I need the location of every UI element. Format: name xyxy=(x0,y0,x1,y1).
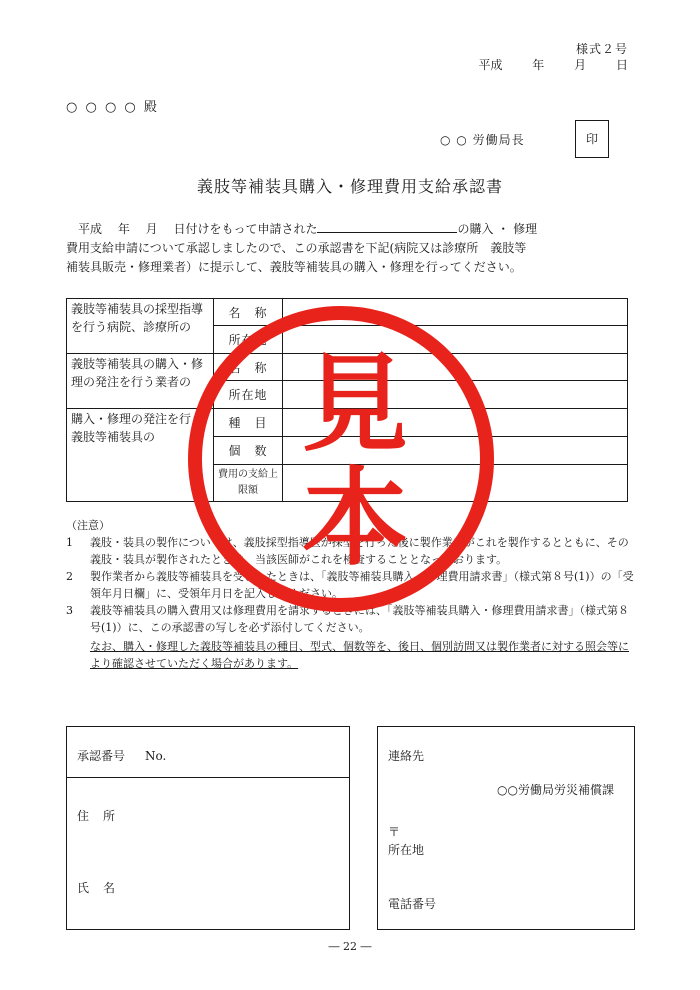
seal-box: 印 xyxy=(575,120,609,158)
intro-line1-b: の購入 ・ 修理 xyxy=(457,222,538,236)
date-year: 年 xyxy=(532,58,545,72)
notes-closing: なお、購入・修理した義肢等補装具の種目、型式、個数等を、後日、個別訪問又は製作業者に対する照会等により確認させていただく場合があります。 xyxy=(90,640,629,670)
date-day: 日 xyxy=(615,58,628,72)
approval-number-prefix: No. xyxy=(145,749,167,763)
notes-section xyxy=(66,517,634,672)
label-location-2: 所在地 xyxy=(214,381,283,409)
document-title: 義肢等補装具購入・修理費用支給承認書 xyxy=(196,177,503,196)
note-item xyxy=(66,534,634,568)
value-hospital-name[interactable] xyxy=(283,299,628,326)
note-number: 1 xyxy=(66,536,73,549)
approval-number-label: 承認番号 xyxy=(77,749,126,763)
label-name-2: 名 称 xyxy=(214,354,283,381)
stamp-char-1: 見 xyxy=(302,343,408,466)
sender: ○ ○ 労働局長 xyxy=(440,133,525,147)
note-text: 製作業者から義肢等補装具を受領したときは、「義肢等補装具購入・修理費用請求書」（様式第８号(1)）の「受領年月日欄」に、受領年月日を記入してください。 xyxy=(90,570,634,600)
intro-line1-a: 平成 年 月 日付けをもって申請された xyxy=(66,222,318,236)
note-text: 義肢等補装具の購入費用又は修理費用を請求するときには、「義肢等補装具購入・修理費用請求書」（様式第８号(1)）に、この承認書の写しを必ず添付してください。 xyxy=(90,604,629,634)
date-month: 月 xyxy=(574,58,587,72)
note-text: 義肢・装具の製作については、義肢採型指導医が採型を行った後に製作業者がこれを製作するとともに、その義肢・装具が製作されたときは、当該医師がこれを検査することとなっております。 xyxy=(90,536,629,566)
label-type: 種 目 xyxy=(214,409,283,437)
value-vendor-location[interactable] xyxy=(283,381,628,409)
approval-name-label: 氏 名 xyxy=(77,881,117,895)
intro-text xyxy=(66,220,636,277)
contact-postal: 〒 xyxy=(388,825,401,839)
contact-location: 所在地 xyxy=(388,843,425,857)
notes-heading: （注意） xyxy=(66,519,110,532)
approval-address-label: 住 所 xyxy=(77,809,117,823)
contact-label: 連絡先 xyxy=(388,749,425,763)
blank-line xyxy=(317,220,457,233)
approval-number xyxy=(77,747,166,764)
label-location: 所在地 xyxy=(214,326,283,354)
intro-line2: 費用支給申請について承認しましたので、この承認書を下記(病院又は診療所 義肢等 xyxy=(66,241,527,255)
form-number: 様式２号 xyxy=(575,42,628,56)
note-number: 2 xyxy=(66,570,73,583)
approval-box xyxy=(66,726,350,930)
date-era: 平成 xyxy=(478,58,503,72)
value-quantity[interactable] xyxy=(283,437,628,465)
note-item xyxy=(66,568,634,602)
page-number: ― 22 ― xyxy=(328,940,372,953)
contact-phone: 電話番号 xyxy=(388,897,437,911)
details-table xyxy=(66,298,628,502)
cat-device: 購入・修理の発注を行う義肢等補装具の xyxy=(67,409,214,502)
cat-vendor: 義肢等補装具の購入・修理の発注を行う業者の xyxy=(67,354,214,409)
approval-divider xyxy=(67,777,349,778)
label-quantity: 個 数 xyxy=(214,437,283,465)
label-name: 名 称 xyxy=(214,299,283,326)
value-type[interactable] xyxy=(283,409,628,437)
note-item xyxy=(66,602,634,636)
issue-date xyxy=(478,56,628,73)
intro-line3: 補装具販売・修理業者）に提示して、義肢等補装具の購入・修理を行ってください。 xyxy=(66,260,522,274)
addressee: ○ ○ ○ ○ 殿 xyxy=(66,100,159,115)
value-hospital-location[interactable] xyxy=(283,326,628,354)
value-vendor-name[interactable] xyxy=(283,354,628,381)
contact-office: ○○労働局労災補償課 xyxy=(497,783,614,797)
contact-box xyxy=(377,726,635,930)
stamp-char-2: 本 xyxy=(302,457,408,580)
value-limit[interactable] xyxy=(283,465,628,502)
cat-hospital: 義肢等補装具の採型指導を行う病院、診療所の xyxy=(67,299,214,354)
label-limit: 費用の支給上限額 xyxy=(214,465,283,502)
note-number: 3 xyxy=(66,604,73,617)
